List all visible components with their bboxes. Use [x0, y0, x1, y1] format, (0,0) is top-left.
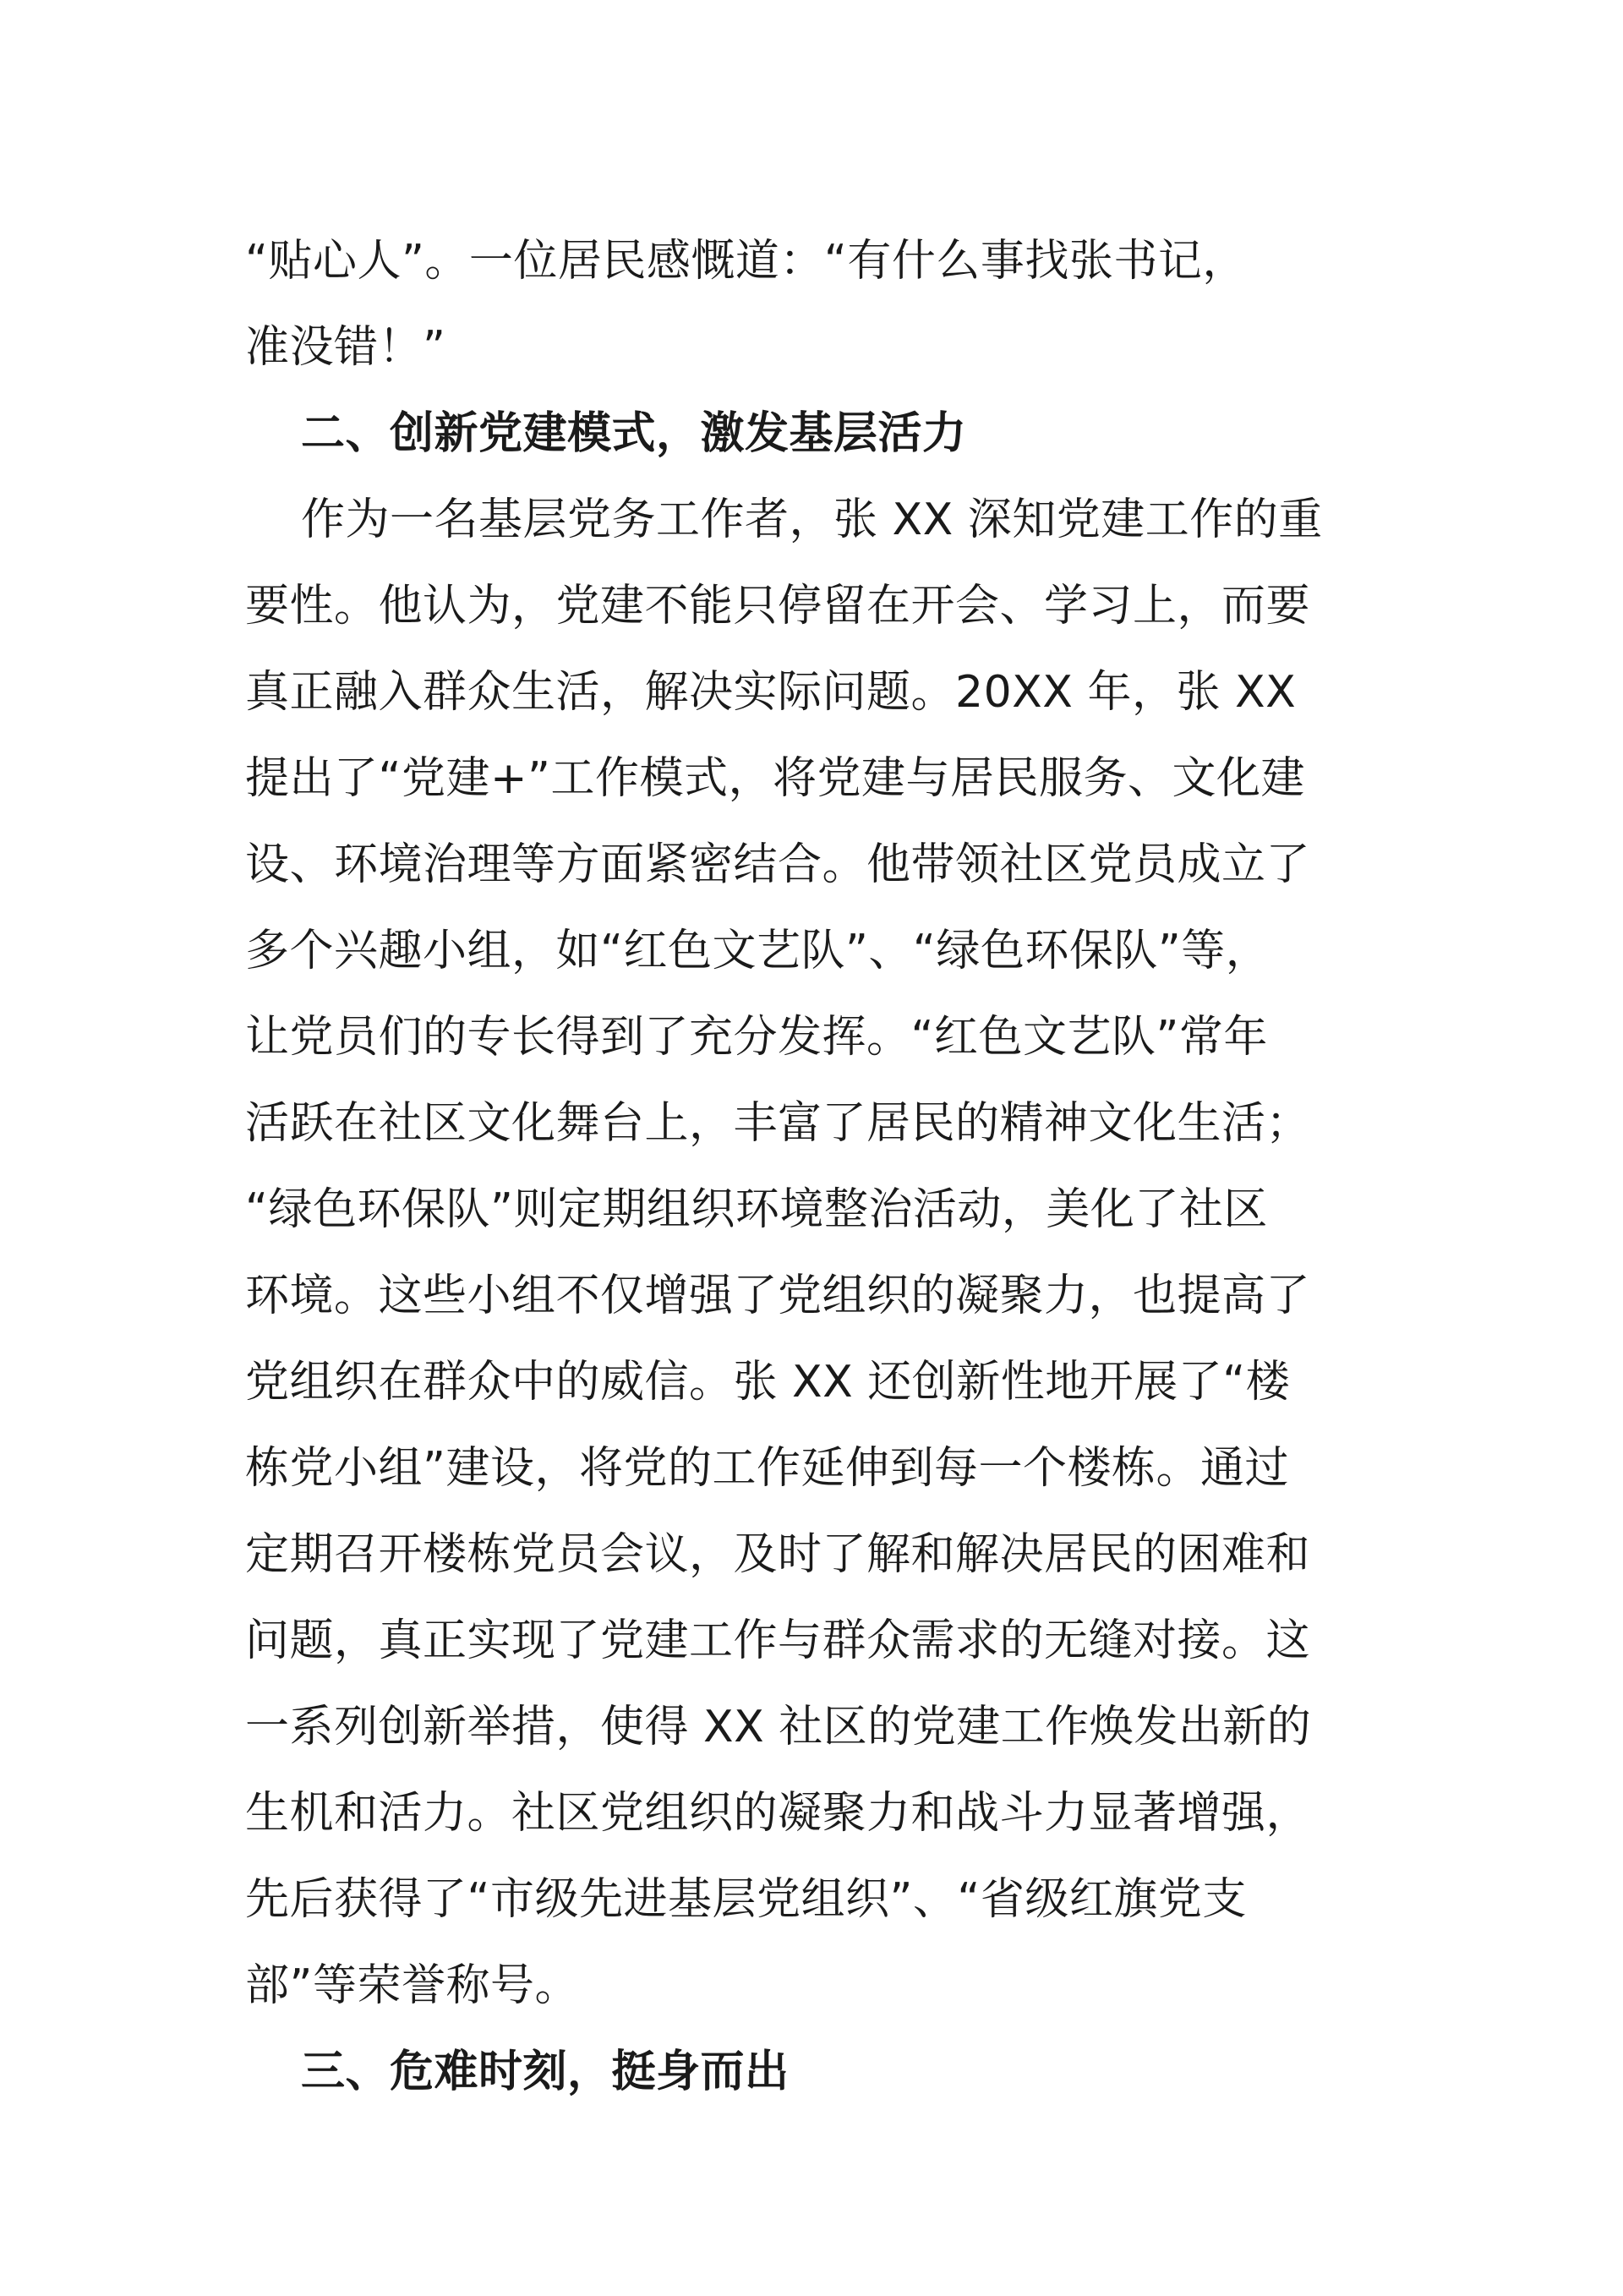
text-line: 设、环境治理等方面紧密结合。他带领社区党员成立了	[245, 839, 1311, 890]
text-line: 部”等荣誉称号。	[245, 1960, 579, 2011]
text-line: 问题，真正实现了党建工作与群众需求的无缝对接。这	[245, 1615, 1311, 1666]
text-line: 定期召开楼栋党员会议，及时了解和解决居民的困难和	[245, 1529, 1311, 1580]
text-line: “贴心人”。一位居民感慨道：“有什么事找张书记，	[245, 236, 1247, 287]
text-line: 一系列创新举措，使得 XX 社区的党建工作焕发出新的	[245, 1702, 1312, 1752]
text-line: 多个兴趣小组，如“红色文艺队”、“绿色环保队”等，	[245, 926, 1271, 976]
text-line: 准没错！”	[245, 322, 446, 373]
section-heading: 二、创新党建模式，激发基层活力	[301, 408, 967, 459]
text-line: 生机和活力。社区党组织的凝聚力和战斗力显著增强，	[245, 1788, 1311, 1839]
text-line: 作为一名基层党务工作者，张 XX 深知党建工作的重	[301, 495, 1323, 545]
text-line: 党组织在群众中的威信。张 XX 还创新性地开展了“楼	[245, 1357, 1291, 1408]
text-line: 栋党小组”建设，将党的工作延伸到每一个楼栋。通过	[245, 1443, 1289, 1494]
text-line: 提出了“党建+”工作模式，将党建与居民服务、文化建	[245, 753, 1305, 804]
text-line: 环境。这些小组不仅增强了党组织的凝聚力，也提高了	[245, 1271, 1311, 1321]
text-line: 真正融入群众生活，解决实际问题。20XX 年，张 XX	[245, 667, 1297, 718]
text-line: “绿色环保队”则定期组织环境整治活动，美化了社区	[245, 1184, 1268, 1235]
text-line: 要性。他认为，党建不能只停留在开会、学习上，而要	[245, 581, 1311, 631]
document-page	[245, 218, 1388, 2115]
text-line: 让党员们的专长得到了充分发挥。“红色文艺队”常年	[245, 1012, 1268, 1063]
text-line: 活跃在社区文化舞台上，丰富了居民的精神文化生活；	[245, 1098, 1311, 1149]
section-heading: 三、危难时刻，挺身而出	[301, 2047, 790, 2097]
text-line: 先后获得了“市级先进基层党组织”、“省级红旗党支	[245, 1874, 1247, 1925]
